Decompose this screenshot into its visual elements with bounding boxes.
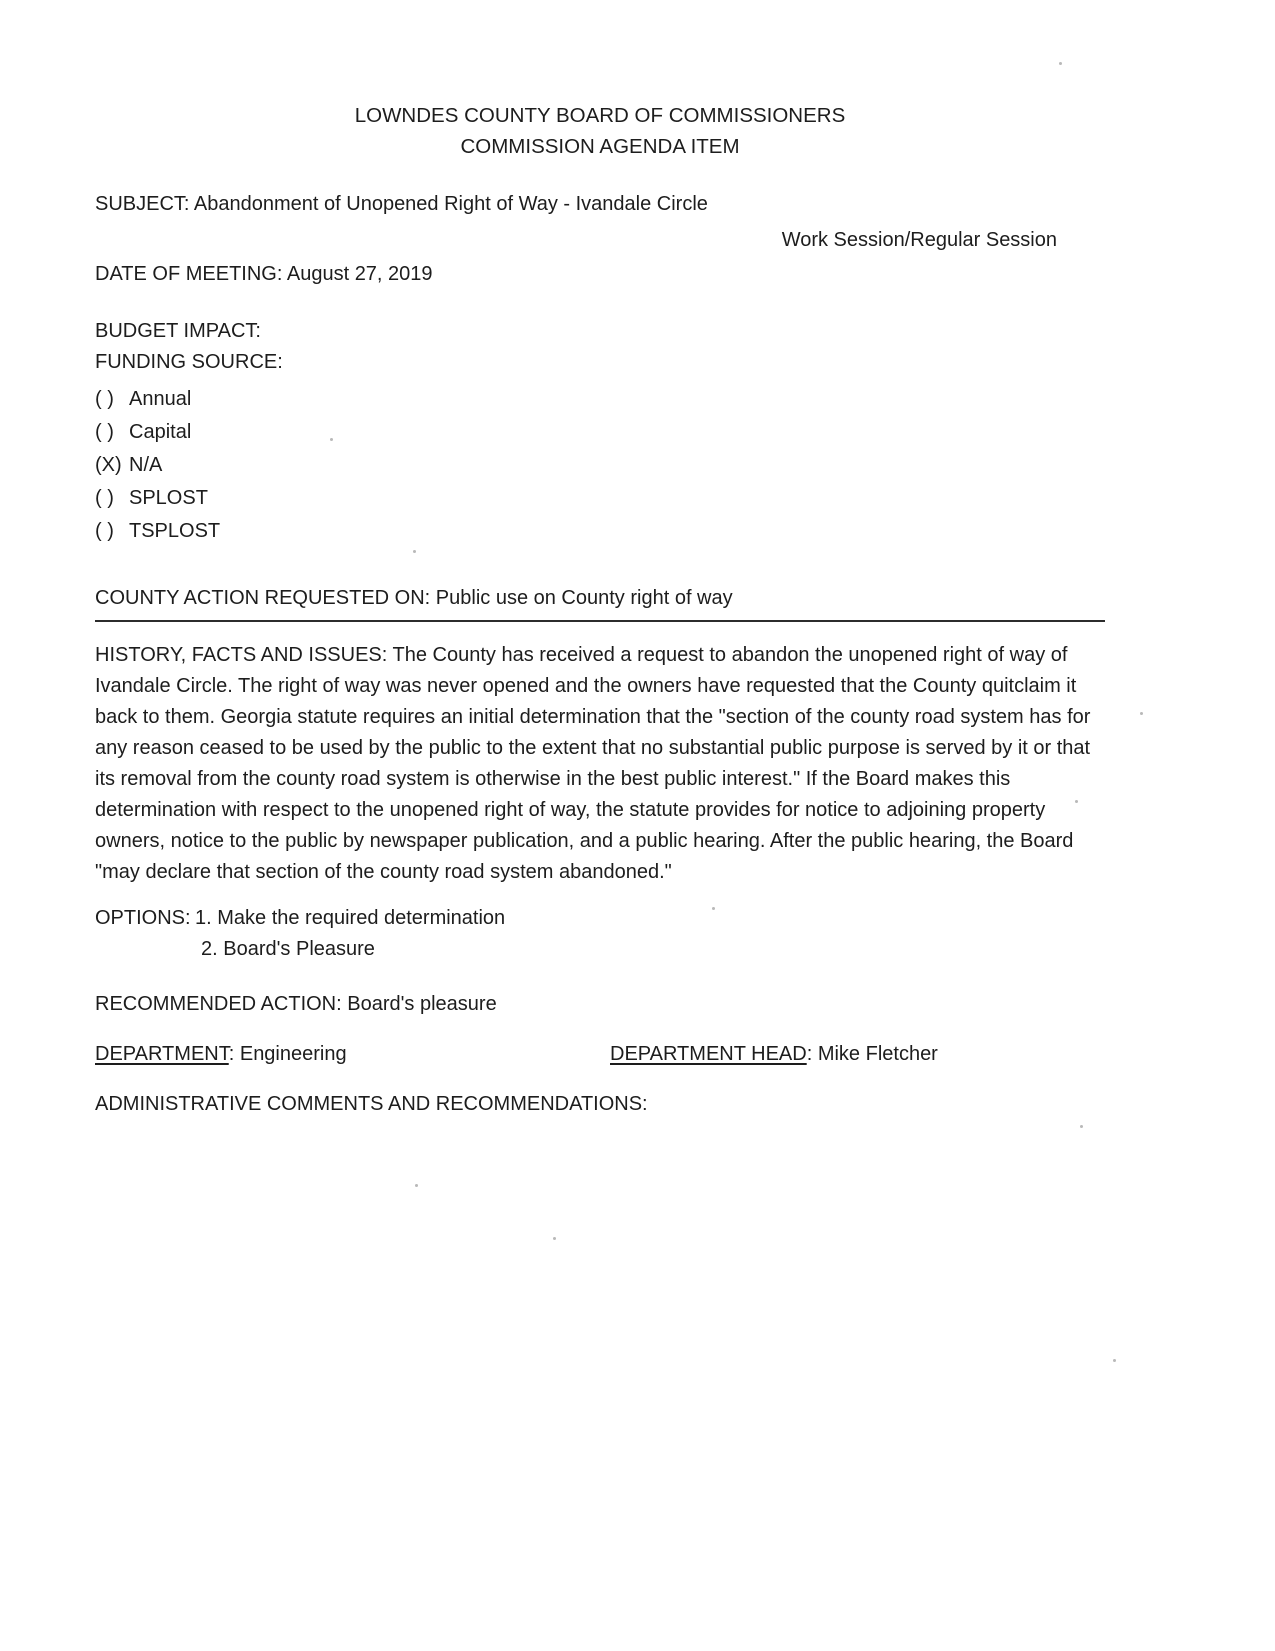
county-action-line — [95, 583, 1105, 622]
department-head-value: : Mike Fletcher — [806, 1043, 938, 1065]
scan-noise-speck — [553, 1237, 556, 1240]
scan-noise-speck — [1080, 1125, 1083, 1128]
option-item-1: 1. Make the required determination — [195, 907, 506, 929]
funding-option-tsplost — [95, 515, 1105, 548]
funding-options-list — [95, 383, 1105, 548]
scan-noise-speck — [712, 907, 715, 910]
date-of-meeting-line: DATE OF MEETING: August 27, 2019 — [95, 263, 433, 285]
options-section — [95, 903, 1105, 965]
doc-title-line2: COMMISSION AGENDA ITEM — [460, 135, 740, 158]
funding-option-label: SPLOST — [129, 487, 208, 509]
department-row — [95, 1039, 1105, 1070]
doc-title-line1: LOWNDES COUNTY BOARD OF COMMISSIONERS — [354, 104, 846, 127]
history-label: HISTORY, FACTS AND ISSUES: — [95, 644, 388, 666]
checkbox-marker: ( ) — [95, 520, 114, 542]
funding-option-label: Capital — [129, 421, 192, 443]
department-head-line — [610, 1039, 938, 1070]
checkbox-marker: ( ) — [95, 388, 114, 410]
checkbox-marker: ( ) — [95, 421, 114, 443]
department-line — [95, 1039, 610, 1070]
document-header — [95, 100, 1105, 162]
department-value: : Engineering — [228, 1043, 347, 1065]
funding-option-label: Annual — [129, 388, 192, 410]
options-row-1 — [95, 903, 1105, 934]
funding-option-label: TSPLOST — [129, 520, 221, 542]
options-label: OPTIONS: — [95, 907, 191, 929]
scan-noise-speck — [1059, 62, 1062, 65]
session-type-line: Work Session/Regular Session — [781, 229, 1057, 251]
funding-option-capital — [95, 416, 1105, 449]
checkbox-marker: ( ) — [95, 487, 114, 509]
funding-option-label: N/A — [129, 454, 163, 476]
scan-noise-speck — [1075, 800, 1078, 803]
scan-noise-speck — [413, 550, 416, 553]
county-action-label: COUNTY ACTION REQUESTED ON: — [95, 587, 431, 609]
history-facts-issues-paragraph — [95, 640, 1105, 888]
funding-option-annual — [95, 383, 1105, 416]
budget-impact-label: BUDGET IMPACT: — [95, 320, 261, 342]
scan-noise-speck — [415, 1184, 418, 1187]
scan-noise-speck — [1113, 1359, 1116, 1362]
funding-source-label: FUNDING SOURCE: — [95, 351, 283, 373]
scan-noise-speck — [1140, 712, 1143, 715]
department-head-label: DEPARTMENT HEAD — [610, 1043, 807, 1065]
funding-option-splost — [95, 482, 1105, 515]
administrative-comments-line: ADMINISTRATIVE COMMENTS AND RECOMMENDATIONS: — [95, 1093, 648, 1115]
recommended-action-line: RECOMMENDED ACTION: Board's pleasure — [95, 993, 497, 1015]
subject-line: SUBJECT: Abandonment of Unopened Right of Way - Ivandale Circle — [95, 193, 708, 215]
county-action-value: Public use on County right of way — [430, 587, 733, 609]
department-label: DEPARTMENT — [95, 1043, 229, 1065]
scan-noise-speck — [330, 438, 333, 441]
option-item-2: 2. Board's Pleasure — [201, 938, 375, 960]
history-body: The County has received a request to abandon the unopened right of way of Ivandale Circle. The right of way was never opened and the owners have requested that the County quitclaim it back to them. Georgia statute requires an initial determination that the "section of the county road system has for any reason ceased to be used by the public to the extent that no substantial public purpose is served by it or that its removal from the county road system is otherwise in the best public interest." If the Board makes this determination with respect to the unopened right of way, the statute provides for notice to adjoining property owners, notice to the public by newspaper publication, and a public hearing. After the public hearing, the Board "may declare that section of the county road system abandoned." — [95, 644, 1091, 883]
checkbox-marker-checked: (X) — [95, 454, 122, 476]
funding-option-na — [95, 449, 1105, 482]
